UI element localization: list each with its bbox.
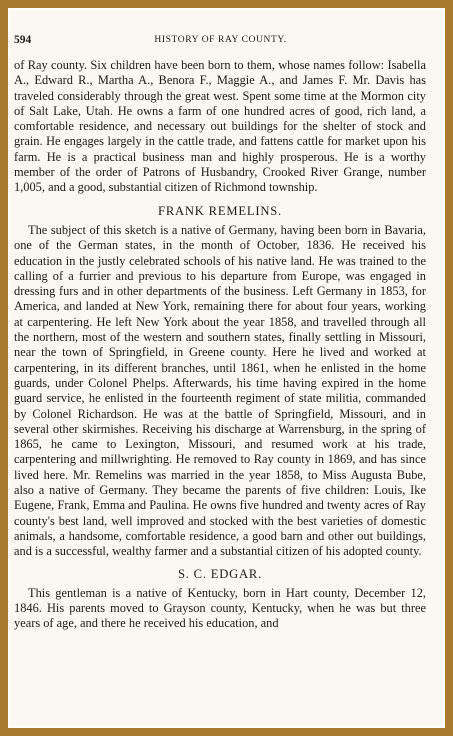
page-body	[14, 58, 426, 632]
running-title: HISTORY OF RAY COUNTY.	[154, 35, 287, 45]
section-heading-frank-remelins: FRANK REMELINS.	[158, 203, 282, 218]
davis-paragraph: of Ray county. Six children have been born to them, whose names follow: Isabella A., Edward R., Martha A., Benora F., Maggie A., and James F. Mr. Davis has traveled considerably through the great west. Spent some time at the Mormon city of Salt Lake, Utah. He owns a farm of one hundred acres of good, rich land, a comfortable residence, and necessary out buildings for the shelter of stock and grain. He engages largely in the cattle trade, and fattens cattle for market upon his farm. He is a practical business man and highly prosperous. He is a worthy member of the order of Patrons of Husbandry, Crooked River Grange, number 1,005, and a good, substantial citizen of Richmond township.	[14, 58, 426, 195]
remelins-paragraph: The subject of this sketch is a native of Germany, having been born in Bavaria, one of the German states, in the month of October, 1836. He received his education in the justly celebrated schools of his native land. He was trained to the calling of a furrier and previous to his departure from Europe, was engaged in dressing furs and in other departments of the business. Left Germany in 1853, for America, and landed at New York, remaining there for about four years, working at carpentering. He left New York about the year 1858, and travelled through all the northern, most of the western and southern states, finally settling in Missouri, near the town of Springfield, in Greene county. Here he lived and worked at carpentering, in its different branches, until 1861, when he enlisted in the home guards, under Colonel Phelps. Afterwards, his time having expired in the home guard service, he enlisted in the fourteenth regiment of state militia, commanded by Colonel Richardson. He was at the battle of Springfield, Missouri, and in several other skirmishes. Receiving his discharge at Warrensburg, in the spring of 1865, he came to Lexington, Missouri, and resumed work at his trade, carpentering and millwrighting. He removed to Ray county in 1869, and has since lived here. Mr. Remelins was married in the year 1858, to Miss Augusta Bube, also a native of Germany. They became the parents of five children: Louis, Ike Eugene, Frank, Emma and Paulina. He owns five hundred and twenty acres of Ray county's best land, well improved and stocked with the best varieties of domestic animals, a handsome, comfortable residence, a good barn and other out buildings, and is a successful, wealthy farmer and a substantial citizen of his adopted county.	[14, 222, 426, 559]
running-head	[14, 34, 427, 48]
page-number: 594	[14, 34, 32, 46]
section-heading-s-c-edgar: S. C. EDGAR.	[177, 566, 263, 581]
edgar-paragraph: This gentleman is a native of Kentucky, born in Hart county, December 12, 1846. His parents moved to Grayson county, Kentucky, when he was but three years of age, and there he received his education, and	[14, 585, 426, 631]
